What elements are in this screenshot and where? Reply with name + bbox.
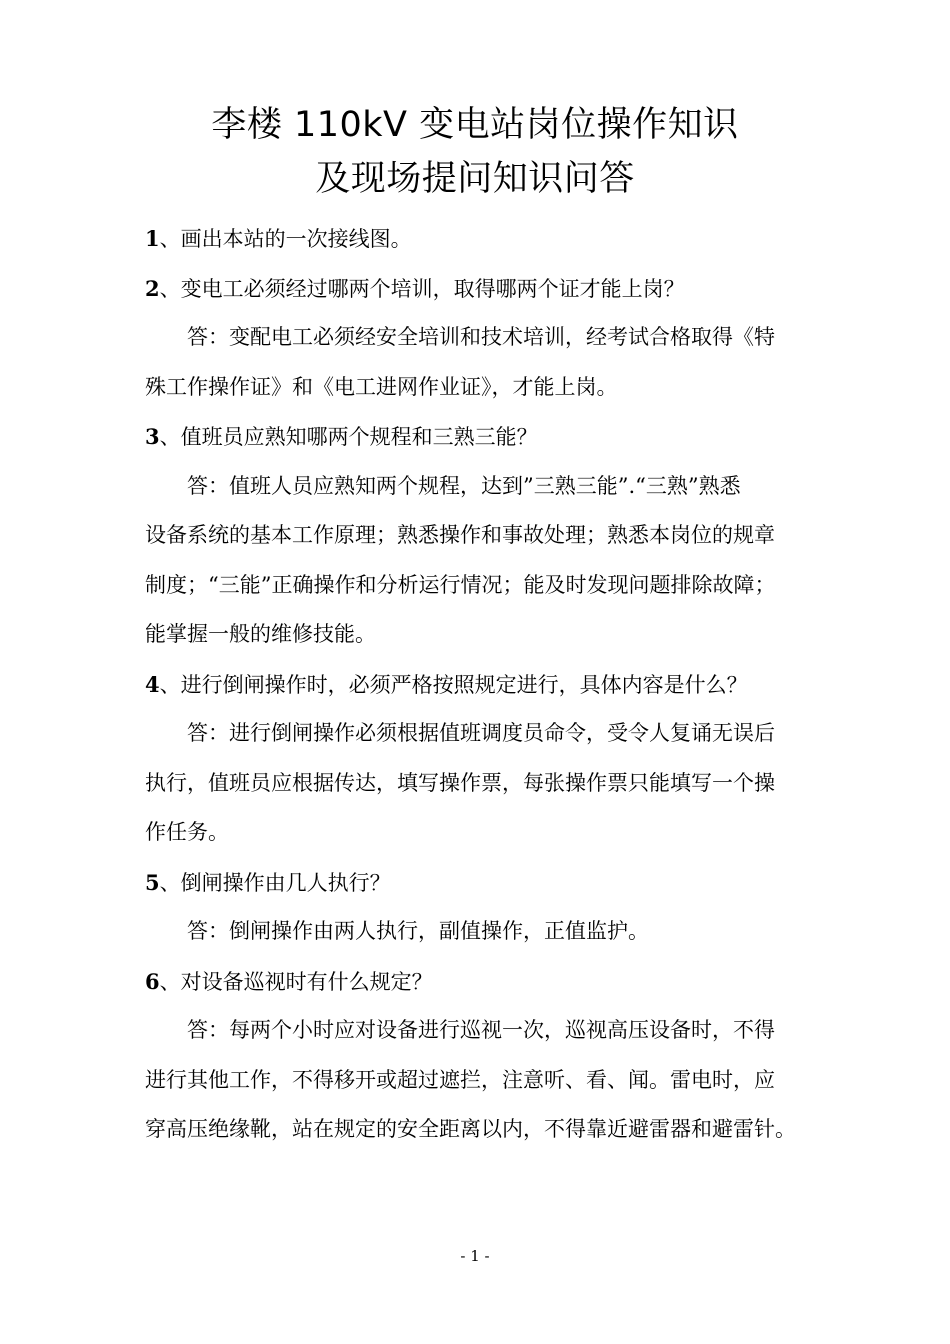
answer-line bbox=[145, 907, 807, 957]
line-text: 、进行倒闸操作时，必须严格按照规定进行，具体内容是什么？ bbox=[159, 672, 748, 697]
question-number: 1 bbox=[145, 226, 160, 251]
document-body bbox=[145, 214, 807, 1155]
question-line bbox=[145, 214, 807, 264]
document-title-line-2: 及现场提问知识问答 bbox=[315, 159, 635, 199]
question-number: 6 bbox=[145, 968, 160, 994]
line-text: 、变电工必须经过哪两个培训，取得哪两个证才能上岗？ bbox=[159, 276, 685, 301]
answer-line bbox=[145, 1056, 807, 1106]
line-text: 、值班员应熟知哪两个规程和三熟三能？ bbox=[159, 425, 538, 449]
line-text: 答：倒闸操作由两人执行，副值操作，正值监护。 bbox=[187, 919, 649, 943]
question-line bbox=[145, 412, 807, 462]
answer-line bbox=[145, 808, 807, 858]
question-number: 4 bbox=[145, 671, 160, 697]
line-text: 进行其他工作，不得移开或超过遮拦，注意听、看、闻。雷电时，应 bbox=[145, 1067, 775, 1092]
answer-line bbox=[145, 1006, 807, 1056]
line-text: 能掌握一般的维修技能。 bbox=[145, 622, 376, 646]
line-text: 答：变配电工必须经安全培训和技术培训，经考试合格取得《特 bbox=[187, 325, 775, 349]
answer-line bbox=[145, 462, 807, 512]
line-text: 、倒闸操作由几人执行？ bbox=[159, 870, 391, 895]
line-text: 作任务。 bbox=[145, 820, 229, 844]
answer-line bbox=[145, 610, 807, 660]
answer-line bbox=[145, 709, 807, 759]
answer-line bbox=[145, 561, 807, 611]
question-line bbox=[145, 957, 807, 1007]
question-number: 2 bbox=[145, 275, 160, 301]
line-text: 设备系统的基本工作原理；熟悉操作和事故处理；熟悉本岗位的规章 bbox=[145, 523, 775, 547]
page-number: - 1 - bbox=[460, 1247, 490, 1265]
line-text: 答：进行倒闸操作必须根据值班调度员命令，受令人复诵无误后 bbox=[187, 721, 775, 745]
answer-line bbox=[145, 313, 807, 363]
line-text: 、画出本站的一次接线图。 bbox=[159, 227, 412, 251]
line-text: 答：每两个小时应对设备进行巡视一次，巡视高压设备时，不得 bbox=[187, 1018, 775, 1042]
answer-line bbox=[145, 759, 807, 809]
line-text: 穿高压绝缘靴，站在规定的安全距离以内，不得靠近避雷器和避雷针。 bbox=[145, 1117, 796, 1141]
question-line bbox=[145, 264, 807, 314]
line-text: 殊工作操作证》和《电工进网作业证》，才能上岗。 bbox=[145, 374, 618, 399]
line-text: 、对设备巡视时有什么规定？ bbox=[159, 969, 433, 994]
question-line bbox=[145, 660, 807, 710]
question-number: 3 bbox=[145, 424, 160, 449]
answer-line bbox=[145, 1105, 807, 1155]
question-number: 5 bbox=[145, 869, 160, 895]
question-line bbox=[145, 858, 807, 908]
line-text: 答：值班人员应熟知两个规程，达到”三熟三能”.“三熟”熟悉 bbox=[187, 473, 741, 498]
document-title-line-1: 李楼 110kV 变电站岗位操作知识 bbox=[211, 105, 739, 145]
line-text: 执行，值班员应根据传达，填写操作票，每张操作票只能填写一个操 bbox=[145, 770, 775, 795]
line-text: 制度；“三能”正确操作和分析运行情况；能及时发现问题排除故障； bbox=[145, 572, 776, 597]
answer-line bbox=[145, 511, 807, 561]
answer-line bbox=[145, 363, 807, 413]
